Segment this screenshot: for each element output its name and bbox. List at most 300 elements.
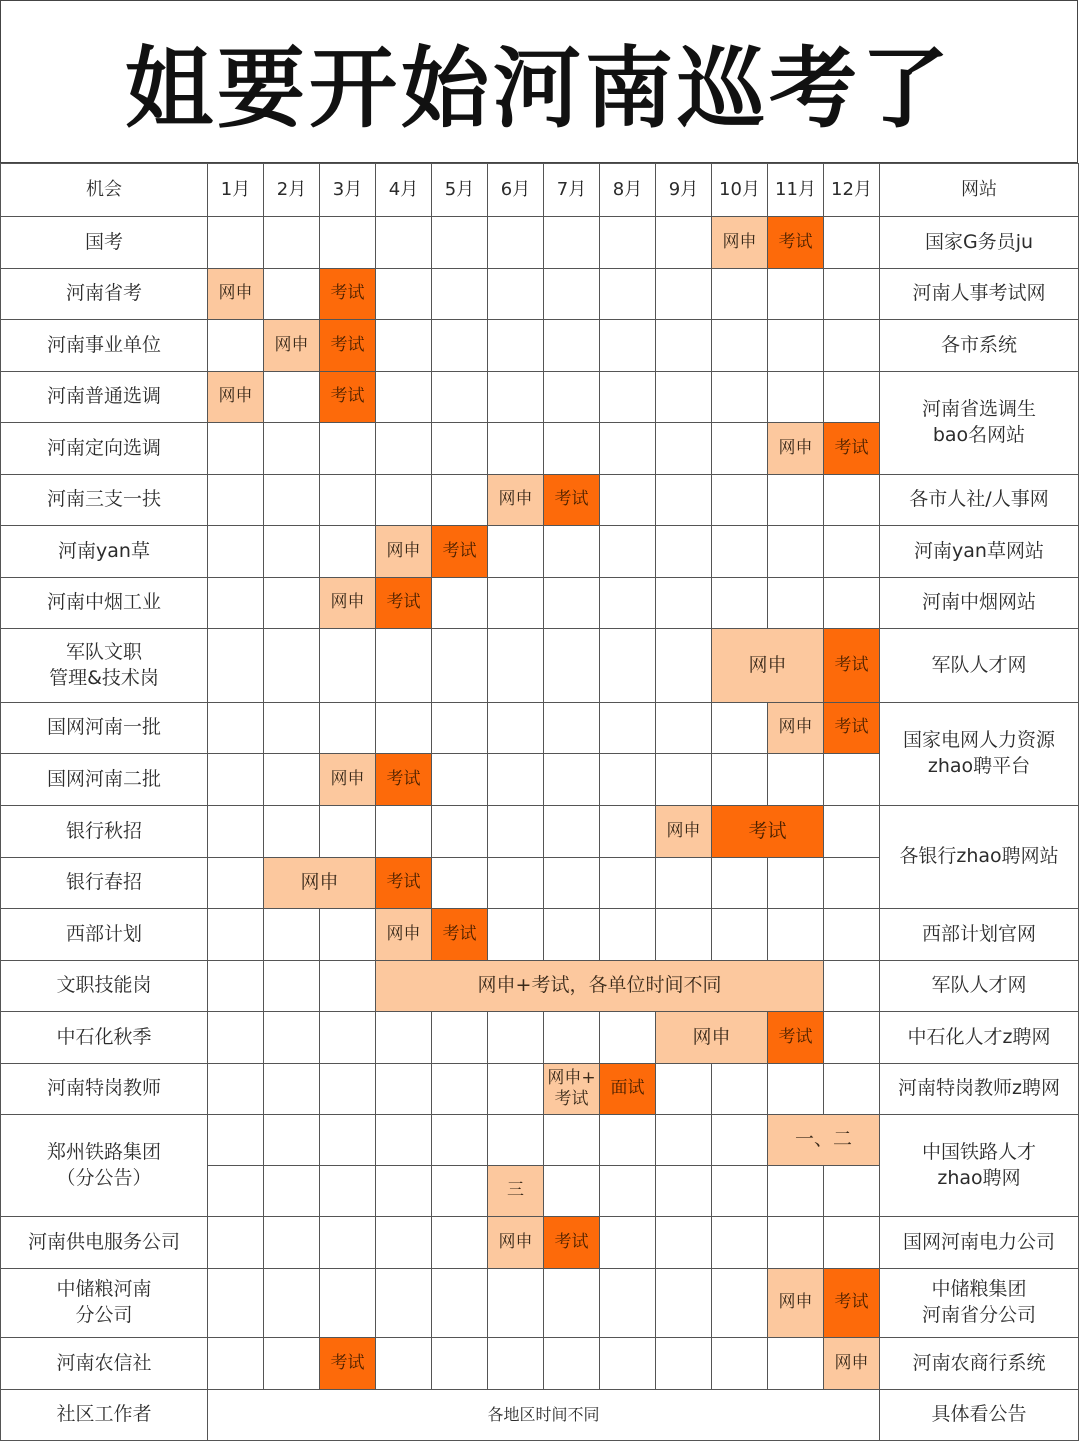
apply-period: 网申 <box>487 1216 544 1269</box>
month-cell <box>599 1114 656 1166</box>
month-cell <box>263 1268 320 1338</box>
apply-period: 网申+考试，各单位时间不同 <box>375 960 824 1012</box>
header-month: 9月 <box>655 163 712 217</box>
month-cell <box>431 422 488 475</box>
month-cell <box>599 371 656 423</box>
month-cell <box>207 525 264 578</box>
apply-period: 网申 <box>263 857 376 909</box>
month-cell <box>655 371 712 423</box>
month-cell <box>543 525 600 578</box>
apply-period: 网申 <box>207 371 264 423</box>
row-label: 郑州铁路集团 （分公告） <box>0 1114 208 1217</box>
header-month: 4月 <box>375 163 432 217</box>
month-cell <box>767 1337 824 1390</box>
month-cell <box>655 908 712 961</box>
month-cell <box>263 577 320 629</box>
month-cell <box>207 1114 264 1166</box>
month-cell <box>375 702 432 754</box>
month-cell <box>263 474 320 526</box>
row-label: 河南定向选调 <box>0 422 208 475</box>
month-cell <box>543 1268 600 1338</box>
month-cell <box>207 1165 264 1217</box>
month-cell <box>207 960 264 1012</box>
month-cell <box>263 960 320 1012</box>
month-cell <box>263 908 320 961</box>
month-cell <box>599 577 656 629</box>
month-cell <box>543 577 600 629</box>
month-cell <box>711 525 768 578</box>
month-cell <box>599 1011 656 1064</box>
month-cell <box>487 216 544 269</box>
month-cell <box>711 908 768 961</box>
month-cell <box>711 319 768 372</box>
month-cell <box>431 805 488 858</box>
apply-period: 网申 <box>823 1337 880 1390</box>
apply-period: 网申 <box>767 702 824 754</box>
website-cell: 国家电网人力资源 zhao聘平台 <box>879 702 1079 806</box>
apply-period: 网申 <box>375 908 432 961</box>
row-label: 河南普通选调 <box>0 371 208 423</box>
website-cell: 各市人社/人事网 <box>879 474 1079 526</box>
month-cell <box>263 268 320 320</box>
exam-period: 考试 <box>319 319 376 372</box>
month-cell <box>375 371 432 423</box>
month-cell <box>711 1165 768 1217</box>
month-cell <box>431 1216 488 1269</box>
month-cell <box>767 1216 824 1269</box>
month-cell <box>599 1216 656 1269</box>
month-cell <box>655 577 712 629</box>
month-cell <box>599 753 656 806</box>
month-cell <box>599 216 656 269</box>
header-month: 8月 <box>599 163 656 217</box>
exam-period: 考试 <box>319 371 376 423</box>
month-cell <box>599 319 656 372</box>
month-cell <box>823 857 880 909</box>
row-label: 河南供电服务公司 <box>0 1216 208 1269</box>
header-month: 2月 <box>263 163 320 217</box>
month-cell <box>599 474 656 526</box>
month-cell <box>375 319 432 372</box>
month-cell <box>823 319 880 372</box>
month-cell <box>543 422 600 475</box>
month-cell <box>207 1268 264 1338</box>
month-cell <box>487 857 544 909</box>
month-cell <box>319 1011 376 1064</box>
month-cell <box>319 702 376 754</box>
month-cell <box>767 525 824 578</box>
month-cell <box>207 474 264 526</box>
month-cell <box>207 1011 264 1064</box>
month-cell <box>655 1063 712 1115</box>
month-cell <box>655 319 712 372</box>
apply-period: 网申 <box>487 474 544 526</box>
exam-period: 考试 <box>543 1216 600 1269</box>
month-cell <box>823 1063 880 1115</box>
exam-period: 考试 <box>767 216 824 269</box>
month-cell <box>655 702 712 754</box>
month-cell <box>543 268 600 320</box>
month-cell <box>823 960 880 1012</box>
month-cell <box>487 908 544 961</box>
month-cell <box>431 474 488 526</box>
month-cell <box>207 1063 264 1115</box>
website-cell: 具体看公告 <box>879 1389 1079 1441</box>
month-cell <box>823 474 880 526</box>
month-cell <box>599 422 656 475</box>
month-cell <box>319 216 376 269</box>
month-cell <box>711 1337 768 1390</box>
month-cell <box>599 702 656 754</box>
month-cell <box>711 1216 768 1269</box>
month-cell <box>599 1337 656 1390</box>
month-cell <box>487 1268 544 1338</box>
month-cell <box>431 857 488 909</box>
month-cell <box>263 1337 320 1390</box>
month-cell <box>319 908 376 961</box>
exam-period: 考试 <box>431 908 488 961</box>
month-cell <box>767 371 824 423</box>
month-cell <box>599 1268 656 1338</box>
row-label: 中石化秋季 <box>0 1011 208 1064</box>
row-label: 军队文职 管理&技术岗 <box>0 628 208 703</box>
row-label: 河南中烟工业 <box>0 577 208 629</box>
month-cell <box>543 1114 600 1166</box>
month-cell <box>711 268 768 320</box>
month-cell <box>599 525 656 578</box>
month-cell <box>207 857 264 909</box>
month-cell <box>655 1216 712 1269</box>
month-cell <box>711 753 768 806</box>
month-cell <box>487 525 544 578</box>
month-cell <box>599 1165 656 1217</box>
row-label: 河南农信社 <box>0 1337 208 1390</box>
row-label: 河南省考 <box>0 268 208 320</box>
month-cell <box>263 805 320 858</box>
month-cell <box>823 805 880 858</box>
exam-period: 考试 <box>375 857 432 909</box>
month-cell <box>431 1011 488 1064</box>
month-cell <box>487 422 544 475</box>
exam-period: 面试 <box>599 1063 656 1115</box>
month-cell <box>263 371 320 423</box>
month-cell <box>655 1114 712 1166</box>
website-cell: 中储粮集团 河南省分公司 <box>879 1268 1079 1338</box>
month-cell <box>319 628 376 703</box>
month-cell <box>487 577 544 629</box>
month-cell <box>263 525 320 578</box>
month-cell <box>263 1063 320 1115</box>
month-cell <box>263 1114 320 1166</box>
header-site: 网站 <box>879 163 1079 217</box>
month-cell <box>375 1114 432 1166</box>
header-month: 12月 <box>823 163 880 217</box>
apply-period: 网申 <box>319 753 376 806</box>
month-cell <box>431 1063 488 1115</box>
month-cell <box>655 628 712 703</box>
website-cell: 各银行zhao聘网站 <box>879 805 1079 909</box>
website-cell: 军队人才网 <box>879 960 1079 1012</box>
row-label: 西部计划 <box>0 908 208 961</box>
month-cell <box>543 216 600 269</box>
month-cell <box>263 628 320 703</box>
row-label: 国网河南二批 <box>0 753 208 806</box>
month-cell <box>431 628 488 703</box>
month-cell <box>543 805 600 858</box>
month-cell <box>207 577 264 629</box>
month-cell <box>767 577 824 629</box>
month-cell <box>375 216 432 269</box>
month-cell <box>655 474 712 526</box>
row-label: 河南三支一扶 <box>0 474 208 526</box>
apply-period: 网申 <box>263 319 320 372</box>
exam-period: 考试 <box>375 577 432 629</box>
month-cell <box>655 1337 712 1390</box>
month-cell <box>823 1165 880 1217</box>
apply-period: 网申 <box>767 422 824 475</box>
month-cell <box>655 753 712 806</box>
month-cell <box>487 753 544 806</box>
month-cell <box>207 216 264 269</box>
month-cell <box>207 908 264 961</box>
month-cell <box>655 857 712 909</box>
exam-period: 考试 <box>543 474 600 526</box>
month-cell <box>375 1011 432 1064</box>
month-cell <box>487 1114 544 1166</box>
month-cell <box>543 319 600 372</box>
month-cell <box>263 216 320 269</box>
row-label: 中储粮河南 分公司 <box>0 1268 208 1338</box>
apply-period: 网申 <box>207 268 264 320</box>
month-cell <box>375 1165 432 1217</box>
month-cell <box>543 1337 600 1390</box>
website-cell: 河南人事考试网 <box>879 268 1079 320</box>
month-cell <box>767 857 824 909</box>
row-label: 河南yan草 <box>0 525 208 578</box>
month-cell <box>543 1011 600 1064</box>
month-cell <box>431 319 488 372</box>
month-cell <box>431 1114 488 1166</box>
month-cell <box>375 474 432 526</box>
month-cell <box>207 628 264 703</box>
month-cell <box>431 577 488 629</box>
month-cell <box>319 805 376 858</box>
month-cell <box>319 1165 376 1217</box>
month-cell <box>543 702 600 754</box>
row-label: 社区工作者 <box>0 1389 208 1441</box>
month-cell <box>823 1216 880 1269</box>
month-cell <box>543 371 600 423</box>
website-cell: 中国铁路人才 zhao聘网 <box>879 1114 1079 1217</box>
exam-period: 考试 <box>823 628 880 703</box>
month-cell <box>207 319 264 372</box>
month-cell <box>431 1337 488 1390</box>
month-cell <box>431 268 488 320</box>
month-cell <box>543 1165 600 1217</box>
website-cell: 河南农商行系统 <box>879 1337 1079 1390</box>
month-cell <box>375 1337 432 1390</box>
month-cell <box>823 216 880 269</box>
header-month: 1月 <box>207 163 264 217</box>
month-cell <box>711 1063 768 1115</box>
month-cell <box>711 1114 768 1166</box>
month-cell <box>487 805 544 858</box>
month-cell <box>319 422 376 475</box>
month-cell <box>263 1165 320 1217</box>
month-cell <box>599 268 656 320</box>
month-cell <box>487 1063 544 1115</box>
month-cell <box>487 1011 544 1064</box>
month-cell <box>319 1216 376 1269</box>
website-cell: 河南yan草网站 <box>879 525 1079 578</box>
month-cell <box>711 474 768 526</box>
month-cell <box>319 474 376 526</box>
month-cell <box>655 1165 712 1217</box>
month-cell <box>263 1011 320 1064</box>
month-cell <box>711 577 768 629</box>
month-cell <box>655 422 712 475</box>
month-cell <box>767 753 824 806</box>
header-month: 3月 <box>319 163 376 217</box>
month-cell <box>431 753 488 806</box>
month-cell <box>319 1268 376 1338</box>
month-cell <box>543 908 600 961</box>
month-cell <box>655 525 712 578</box>
page-title: 姐要开始河南巡考了 <box>0 0 1078 163</box>
month-cell <box>375 1216 432 1269</box>
header-month: 5月 <box>431 163 488 217</box>
apply-period: 三 <box>487 1165 544 1217</box>
month-cell <box>767 1165 824 1217</box>
month-cell <box>375 1268 432 1338</box>
merged-note: 各地区时间不同 <box>207 1389 880 1441</box>
month-cell <box>599 857 656 909</box>
exam-period: 考试 <box>823 1268 880 1338</box>
month-cell <box>599 908 656 961</box>
header-month: 7月 <box>543 163 600 217</box>
month-cell <box>599 805 656 858</box>
month-cell <box>487 1337 544 1390</box>
month-cell <box>655 268 712 320</box>
apply-period: 网申 <box>655 1011 768 1064</box>
apply-period: 网申 <box>711 628 824 703</box>
apply-period: 网申 <box>375 525 432 578</box>
row-label: 文职技能岗 <box>0 960 208 1012</box>
month-cell <box>711 1268 768 1338</box>
month-cell <box>375 1063 432 1115</box>
month-cell <box>207 702 264 754</box>
month-cell <box>207 422 264 475</box>
month-cell <box>319 1114 376 1166</box>
month-cell <box>375 628 432 703</box>
month-cell <box>431 371 488 423</box>
month-cell <box>263 422 320 475</box>
row-label: 河南特岗教师 <box>0 1063 208 1115</box>
website-cell: 河南特岗教师z聘网 <box>879 1063 1079 1115</box>
website-cell: 军队人才网 <box>879 628 1079 703</box>
month-cell <box>487 319 544 372</box>
month-cell <box>375 422 432 475</box>
month-cell <box>375 805 432 858</box>
apply-period: 网申 <box>767 1268 824 1338</box>
month-cell <box>487 268 544 320</box>
exam-period: 考试 <box>823 702 880 754</box>
apply-period: 网申 <box>319 577 376 629</box>
row-label: 银行春招 <box>0 857 208 909</box>
month-cell <box>319 1063 376 1115</box>
apply-period: 网申 <box>655 805 712 858</box>
month-cell <box>207 753 264 806</box>
month-cell <box>767 1063 824 1115</box>
month-cell <box>823 525 880 578</box>
exam-period: 考试 <box>319 268 376 320</box>
apply-period: 一、二 <box>767 1114 880 1166</box>
website-cell: 河南中烟网站 <box>879 577 1079 629</box>
month-cell <box>487 628 544 703</box>
website-cell: 各市系统 <box>879 319 1079 372</box>
month-cell <box>263 702 320 754</box>
month-cell <box>207 805 264 858</box>
apply-period: 网申 <box>711 216 768 269</box>
month-cell <box>655 1268 712 1338</box>
month-cell <box>319 960 376 1012</box>
month-cell <box>207 1337 264 1390</box>
month-cell <box>263 1216 320 1269</box>
month-cell <box>543 628 600 703</box>
row-label: 河南事业单位 <box>0 319 208 372</box>
month-cell <box>487 702 544 754</box>
month-cell <box>487 371 544 423</box>
month-cell <box>823 753 880 806</box>
website-cell: 中石化人才z聘网 <box>879 1011 1079 1064</box>
month-cell <box>823 268 880 320</box>
apply-period: 网申+ 考试 <box>543 1063 600 1115</box>
header-month: 11月 <box>767 163 824 217</box>
month-cell <box>823 908 880 961</box>
exam-period: 考试 <box>319 1337 376 1390</box>
month-cell <box>543 857 600 909</box>
month-cell <box>431 702 488 754</box>
exam-period: 考试 <box>823 422 880 475</box>
month-cell <box>431 1165 488 1217</box>
header-month: 10月 <box>711 163 768 217</box>
website-cell: 西部计划官网 <box>879 908 1079 961</box>
row-label: 银行秋招 <box>0 805 208 858</box>
row-label: 国网河南一批 <box>0 702 208 754</box>
month-cell <box>207 1216 264 1269</box>
header-month: 6月 <box>487 163 544 217</box>
month-cell <box>543 753 600 806</box>
header-label: 机会 <box>0 163 208 217</box>
row-label: 国考 <box>0 216 208 269</box>
website-cell: 国网河南电力公司 <box>879 1216 1079 1269</box>
month-cell <box>767 908 824 961</box>
month-cell <box>767 268 824 320</box>
exam-period: 考试 <box>711 805 824 858</box>
exam-period: 考试 <box>767 1011 824 1064</box>
month-cell <box>823 577 880 629</box>
month-cell <box>711 857 768 909</box>
month-cell <box>823 371 880 423</box>
month-cell <box>375 268 432 320</box>
website-cell: 国家G务员ju <box>879 216 1079 269</box>
month-cell <box>263 753 320 806</box>
month-cell <box>711 371 768 423</box>
exam-period: 考试 <box>375 753 432 806</box>
website-cell: 河南省选调生 bao名网站 <box>879 371 1079 475</box>
month-cell <box>767 474 824 526</box>
month-cell <box>319 525 376 578</box>
